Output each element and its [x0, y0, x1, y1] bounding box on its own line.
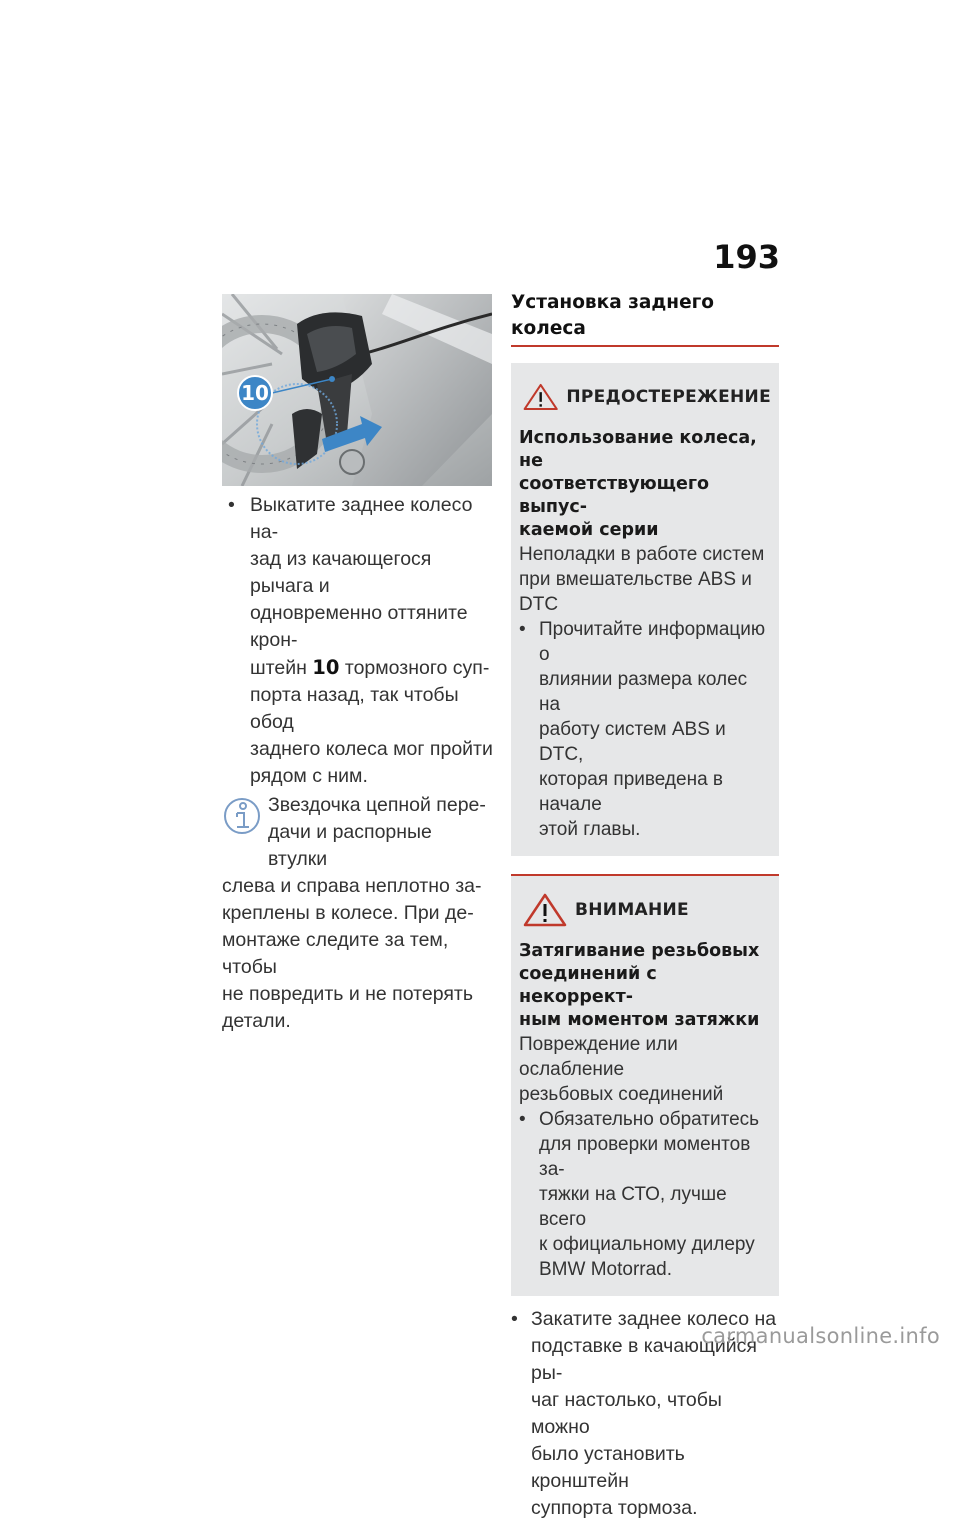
text-line: Прочитайте информацию о [539, 619, 766, 665]
text-line: соединений с некоррект- [519, 964, 657, 1007]
caution-consequence [519, 1032, 771, 1107]
brake-caliper-illustration [222, 294, 492, 486]
warning-header [519, 377, 771, 417]
text-line: к официальному дилеру [539, 1234, 755, 1255]
caution-header [519, 890, 771, 930]
text-fragment: штейн [250, 657, 307, 679]
text-line: этой главы. [539, 819, 641, 840]
info-note [222, 792, 494, 1035]
text-line: которая приведена в начале [539, 769, 724, 815]
caution-box [511, 874, 779, 1296]
text-line: работу систем ABS и DTC, [539, 719, 726, 765]
step-remove-wheel [222, 492, 494, 790]
text-line: Неполадки в работе систем [519, 544, 765, 565]
text-line: одновременно оттяните крон- [250, 602, 468, 651]
text-line: Обязательно обратитесь [539, 1109, 760, 1130]
text-line: резьбовых соединений [519, 1084, 724, 1105]
bullet-marker: • [519, 619, 526, 640]
text-line: монтаже следите за тем, чтобы [222, 929, 449, 978]
info-icon [222, 796, 262, 836]
reference-number: 10 [312, 656, 340, 679]
caution-title: ВНИМАНИЕ [575, 900, 689, 920]
bullet-marker: • [228, 494, 235, 516]
text-line: тяжки на СТО, лучше всего [539, 1184, 727, 1230]
text-line: Звездочка цепной пере- [268, 794, 486, 816]
callout-number: 10 [241, 381, 269, 405]
text-line: детали. [222, 1010, 291, 1032]
brake-caliper-photo [222, 294, 492, 486]
warning-triangle-icon [523, 380, 558, 414]
text-line: Повреждение или ослабление [519, 1034, 678, 1080]
text-line: Затягивание резьбовых [519, 941, 760, 961]
text-line: Выкатите заднее колесо на- [250, 494, 473, 543]
text-line: порта назад, так чтобы обод [250, 684, 459, 733]
text-line: BMW Motorrad. [539, 1259, 673, 1280]
text-line: чаг настолько, чтобы можно [531, 1389, 722, 1438]
text-line: подставке в качающийся ры- [531, 1335, 757, 1384]
caution-measure [519, 1107, 771, 1282]
warning-subtitle [519, 427, 771, 542]
text-line: влиянии размера колес на [539, 669, 748, 715]
text-line: Закатите заднее колесо на [531, 1308, 777, 1330]
text-line: дачи и распорные втулки [268, 821, 432, 870]
caution-subtitle [519, 940, 771, 1032]
text-line: ным моментом затяжки [519, 1010, 760, 1030]
text-line: соответствующего выпус- [519, 474, 710, 517]
warning-triangle-icon [523, 893, 567, 927]
text-line: слева и справа неплотно за- [222, 875, 482, 897]
section-title: Установка заднего колеса [511, 290, 779, 347]
text-line [250, 654, 494, 682]
warning-box [511, 363, 779, 856]
text-line: заднего колеса мог пройти [250, 738, 493, 760]
text-line: каемой серии [519, 520, 659, 540]
text-fragment: тормозного суп- [344, 657, 490, 679]
bullet-marker: • [519, 1109, 526, 1130]
site-watermark: carmanualsonline.info [701, 1324, 940, 1348]
page-number: 193 [713, 238, 780, 276]
text-line: для проверки моментов за- [539, 1134, 751, 1180]
text-line: при вмешательстве ABS и [519, 569, 752, 590]
text-line: было установить кронштейн [531, 1443, 685, 1492]
text-line: не повредить и не потерять [222, 983, 473, 1005]
text-line: DTC [519, 594, 559, 615]
text-line: зад из качающегося рычага и [250, 548, 432, 597]
bullet-marker: • [511, 1308, 518, 1330]
text-line: креплены в колесе. При де- [222, 902, 474, 924]
left-column [222, 492, 494, 1035]
warning-consequence [519, 542, 771, 617]
text-line: рядом с ним. [250, 765, 368, 787]
text-line: Использование колеса, не [519, 428, 757, 471]
warning-measure [519, 617, 771, 842]
warning-title: ПРЕДОСТЕРЕЖЕНИЕ [566, 387, 771, 407]
text-line: суппорта тормоза. [531, 1497, 698, 1519]
